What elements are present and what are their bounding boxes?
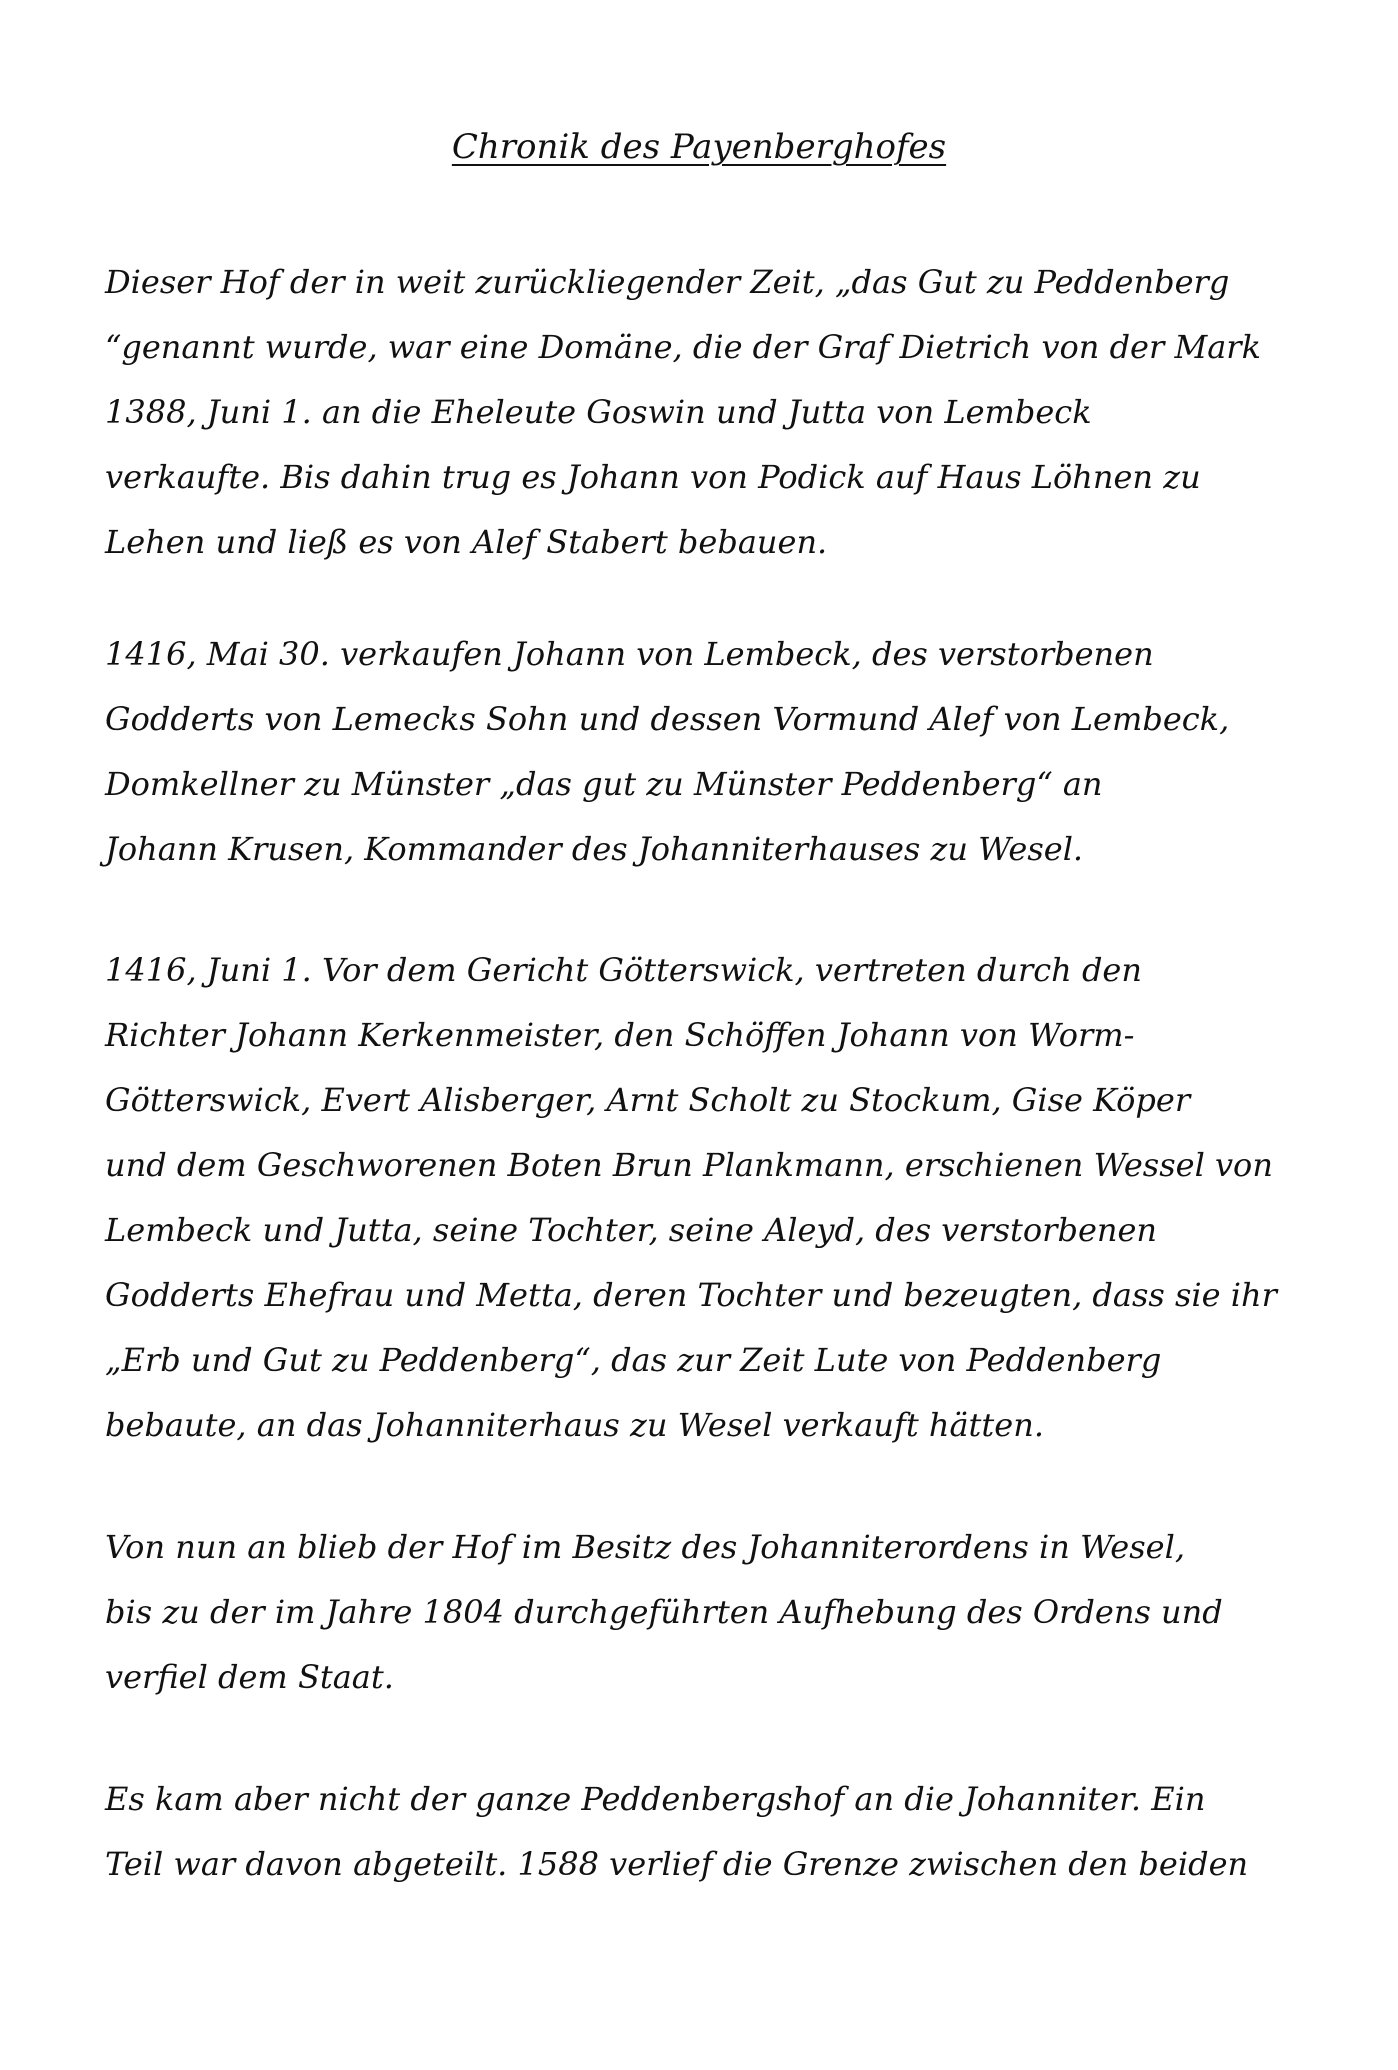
text-line: Von nun an blieb der Hof im Besitz des Johanniterordens in Wesel,: [105, 1528, 1185, 1566]
text-line: Domkellner zu Münster „das gut zu Münster Peddenberg“ an: [105, 765, 1103, 803]
paragraph-1: [105, 250, 1305, 575]
text-line: verfiel dem Staat.: [105, 1658, 394, 1696]
text-line: Dieser Hof der in weit zurückliegender Zeit, „das Gut zu Peddenberg: [105, 263, 1230, 301]
paragraph-4: [105, 1515, 1305, 1710]
text-line: verkaufte. Bis dahin trug es Johann von Podick auf Haus Löhnen zu: [105, 458, 1201, 496]
page-title: [0, 125, 1398, 169]
text-line: Lembeck und Jutta, seine Tochter, seine Aleyd, des verstorbenen: [105, 1211, 1158, 1249]
text-line: Richter Johann Kerkenmeister, den Schöffen Johann von Worm-: [105, 1016, 1135, 1054]
text-line: Lehen und ließ es von Alef Stabert bebauen.: [105, 523, 828, 561]
text-line: bebaute, an das Johanniterhaus zu Wesel verkauft hätten.: [105, 1406, 1044, 1444]
text-line: und dem Geschworenen Boten Brun Plankmann, erschienen Wessel von: [105, 1146, 1273, 1184]
text-line: Es kam aber nicht der ganze Peddenbergshof an die Johanniter. Ein: [105, 1780, 1206, 1818]
text-line: 1388, Juni 1. an die Eheleute Goswin und Jutta von Lembeck: [105, 393, 1092, 431]
text-line: „Erb und Gut zu Peddenberg“, das zur Zeit Lute von Peddenberg: [105, 1341, 1162, 1379]
text-line: “genannt wurde, war eine Domäne, die der Graf Dietrich von der Mark: [105, 328, 1261, 366]
text-line: 1416, Mai 30. verkaufen Johann von Lembeck, des verstorbenen: [105, 635, 1154, 673]
paragraph-5: [105, 1767, 1305, 1897]
text-line: Götterswick, Evert Alisberger, Arnt Scholt zu Stockum, Gise Köper: [105, 1081, 1191, 1119]
text-line: Godderts Ehefrau und Metta, deren Tochter und bezeugten, dass sie ihr: [105, 1276, 1277, 1314]
text-line: Teil war davon abgeteilt. 1588 verlief die Grenze zwischen den beiden: [105, 1845, 1249, 1883]
paragraph-3: [105, 938, 1305, 1458]
text-line: Johann Krusen, Kommander des Johanniterhauses zu Wesel.: [105, 830, 1084, 868]
paragraph-2: [105, 622, 1305, 882]
text-line: bis zu der im Jahre 1804 durchgeführten Aufhebung des Ordens und: [105, 1593, 1223, 1631]
text-line: Godderts von Lemecks Sohn und dessen Vormund Alef von Lembeck,: [105, 700, 1230, 738]
text-line: 1416, Juni 1. Vor dem Gericht Götterswick, vertreten durch den: [105, 951, 1142, 989]
title-text: Chronik des Payenberghofes: [451, 127, 947, 167]
